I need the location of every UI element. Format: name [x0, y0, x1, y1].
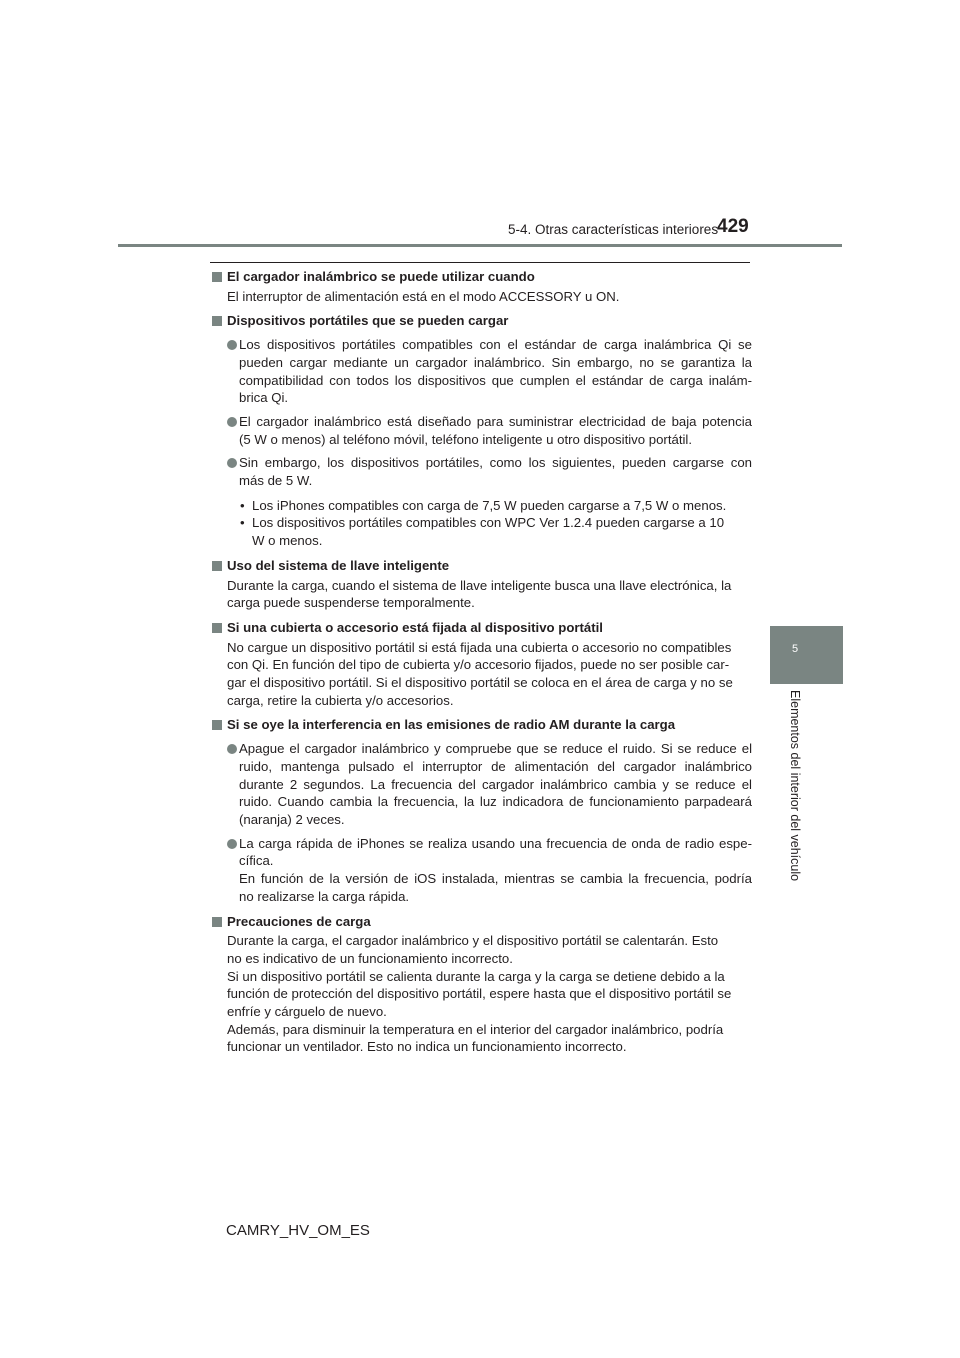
section-heading: Precauciones de carga — [212, 913, 752, 931]
square-bullet-icon — [212, 316, 222, 326]
main-content — [212, 268, 752, 1056]
circle-bullet-icon — [227, 839, 237, 849]
content-top-rule — [210, 262, 750, 263]
chapter-tab — [770, 626, 843, 684]
sub-list-item: • Los iPhones compatibles con carga de 7,5 W pueden cargarse a 7,5 W o menos. — [240, 497, 727, 513]
list-item: Los dispositivos portátiles compatibles con el estándar de carga inalámbrica Qi se pueden cargar mediante un cargador inalámbrico. Sin embargo, no se garantiza la compatibilidad con todos los dispositivos que cumplen el estándar de carga inalám- brica Qi. — [212, 336, 752, 407]
section-heading: Si se oye la interferencia en las emisiones de radio AM durante la carga — [212, 716, 752, 734]
section-heading: Si una cubierta o accesorio está fijada al dispositivo portátil — [212, 619, 752, 637]
square-bullet-icon — [212, 272, 222, 282]
chapter-number: 5 — [791, 643, 799, 655]
circle-bullet-icon — [227, 744, 237, 754]
square-bullet-icon — [212, 561, 222, 571]
dot-marker-icon: • — [240, 515, 245, 531]
square-bullet-icon — [212, 623, 222, 633]
list-item: El cargador inalámbrico está diseñado para suministrar electricidad de baja potencia (5 W o menos) al teléfono móvil, teléfono inteligente u otro dispositivo portátil. — [212, 413, 752, 448]
section-paragraph: Durante la carga, el cargador inalámbrico y el dispositivo portátil se calentarán. Esto no es indicativo de un funcionamiento incorrecto. Si un dispositivo portátil se calienta durante la carga y la carga se detiene debido a la función de protección del dispositivo portátil, espere hasta que el dispositivo portátil se enfríe y cárguelo de nuevo. Además, para disminuir la temperatura en el interior del cargador inalámbrico, podría funcionar un ventilador. Esto no indica un funcionamiento incorrecto. — [227, 933, 732, 1055]
circle-bullet-icon — [227, 417, 237, 427]
square-bullet-icon — [212, 720, 222, 730]
section-paragraph: El interruptor de alimentación está en el modo ACCESSORY u ON. — [227, 288, 620, 304]
section-title: 5-4. Otras características interiores — [508, 222, 719, 237]
section-heading: Dispositivos portátiles que se pueden cargar — [212, 312, 752, 330]
section-paragraph: No cargue un dispositivo portátil si está fijada una cubierta o accesorio no compatibles con Qi. En función del tipo de cubierta y/o accesorio fijados, puede no ser posible car- gar el dispositivo portátil. Si el dispositivo portátil se coloca en el área de carga y no se carga, retire la cubierta y/o accesorios. — [227, 639, 733, 708]
section-heading: Uso del sistema de llave inteligente — [212, 557, 752, 575]
circle-bullet-icon — [227, 340, 237, 350]
document-code: CAMRY_HV_OM_ES — [226, 1222, 370, 1239]
list-item: La carga rápida de iPhones se realiza usando una frecuencia de onda de radio espe- cífica. En función de la versión de iOS instalada, mientras se cambia la frecuencia, podría no realizarse la carga rápida. — [212, 835, 752, 906]
section-heading: El cargador inalámbrico se puede utilizar cuando — [212, 268, 752, 286]
chapter-title: Elementos del interior del vehículo — [788, 690, 802, 882]
circle-bullet-icon — [227, 458, 237, 468]
page-number: 429 — [717, 216, 749, 237]
dot-marker-icon: • — [240, 497, 245, 513]
list-item: Sin embargo, los dispositivos portátiles, como los siguientes, pueden cargarse con más de 5 W. — [212, 454, 752, 489]
list-item: Apague el cargador inalámbrico y compruebe que se reduce el ruido. Si se reduce el ruido, mantenga pulsado el interruptor de alimentación del cargador inalámbrico durante 2 segundos. La frecuencia del cargador inalámbrico cambia y se reduce el ruido. Cuando cambia la frecuencia, la luz indicadora de funcionamiento parpadeará (naranja) 2 veces. — [212, 740, 752, 829]
header-rule — [118, 244, 842, 247]
section-paragraph: Durante la carga, cuando el sistema de llave inteligente busca una llave electrónica, la carga puede suspenderse temporalmente. — [227, 577, 732, 611]
square-bullet-icon — [212, 917, 222, 927]
sub-list-item: • Los dispositivos portátiles compatibles con WPC Ver 1.2.4 pueden cargarse a 10 W o menos. — [240, 515, 725, 549]
